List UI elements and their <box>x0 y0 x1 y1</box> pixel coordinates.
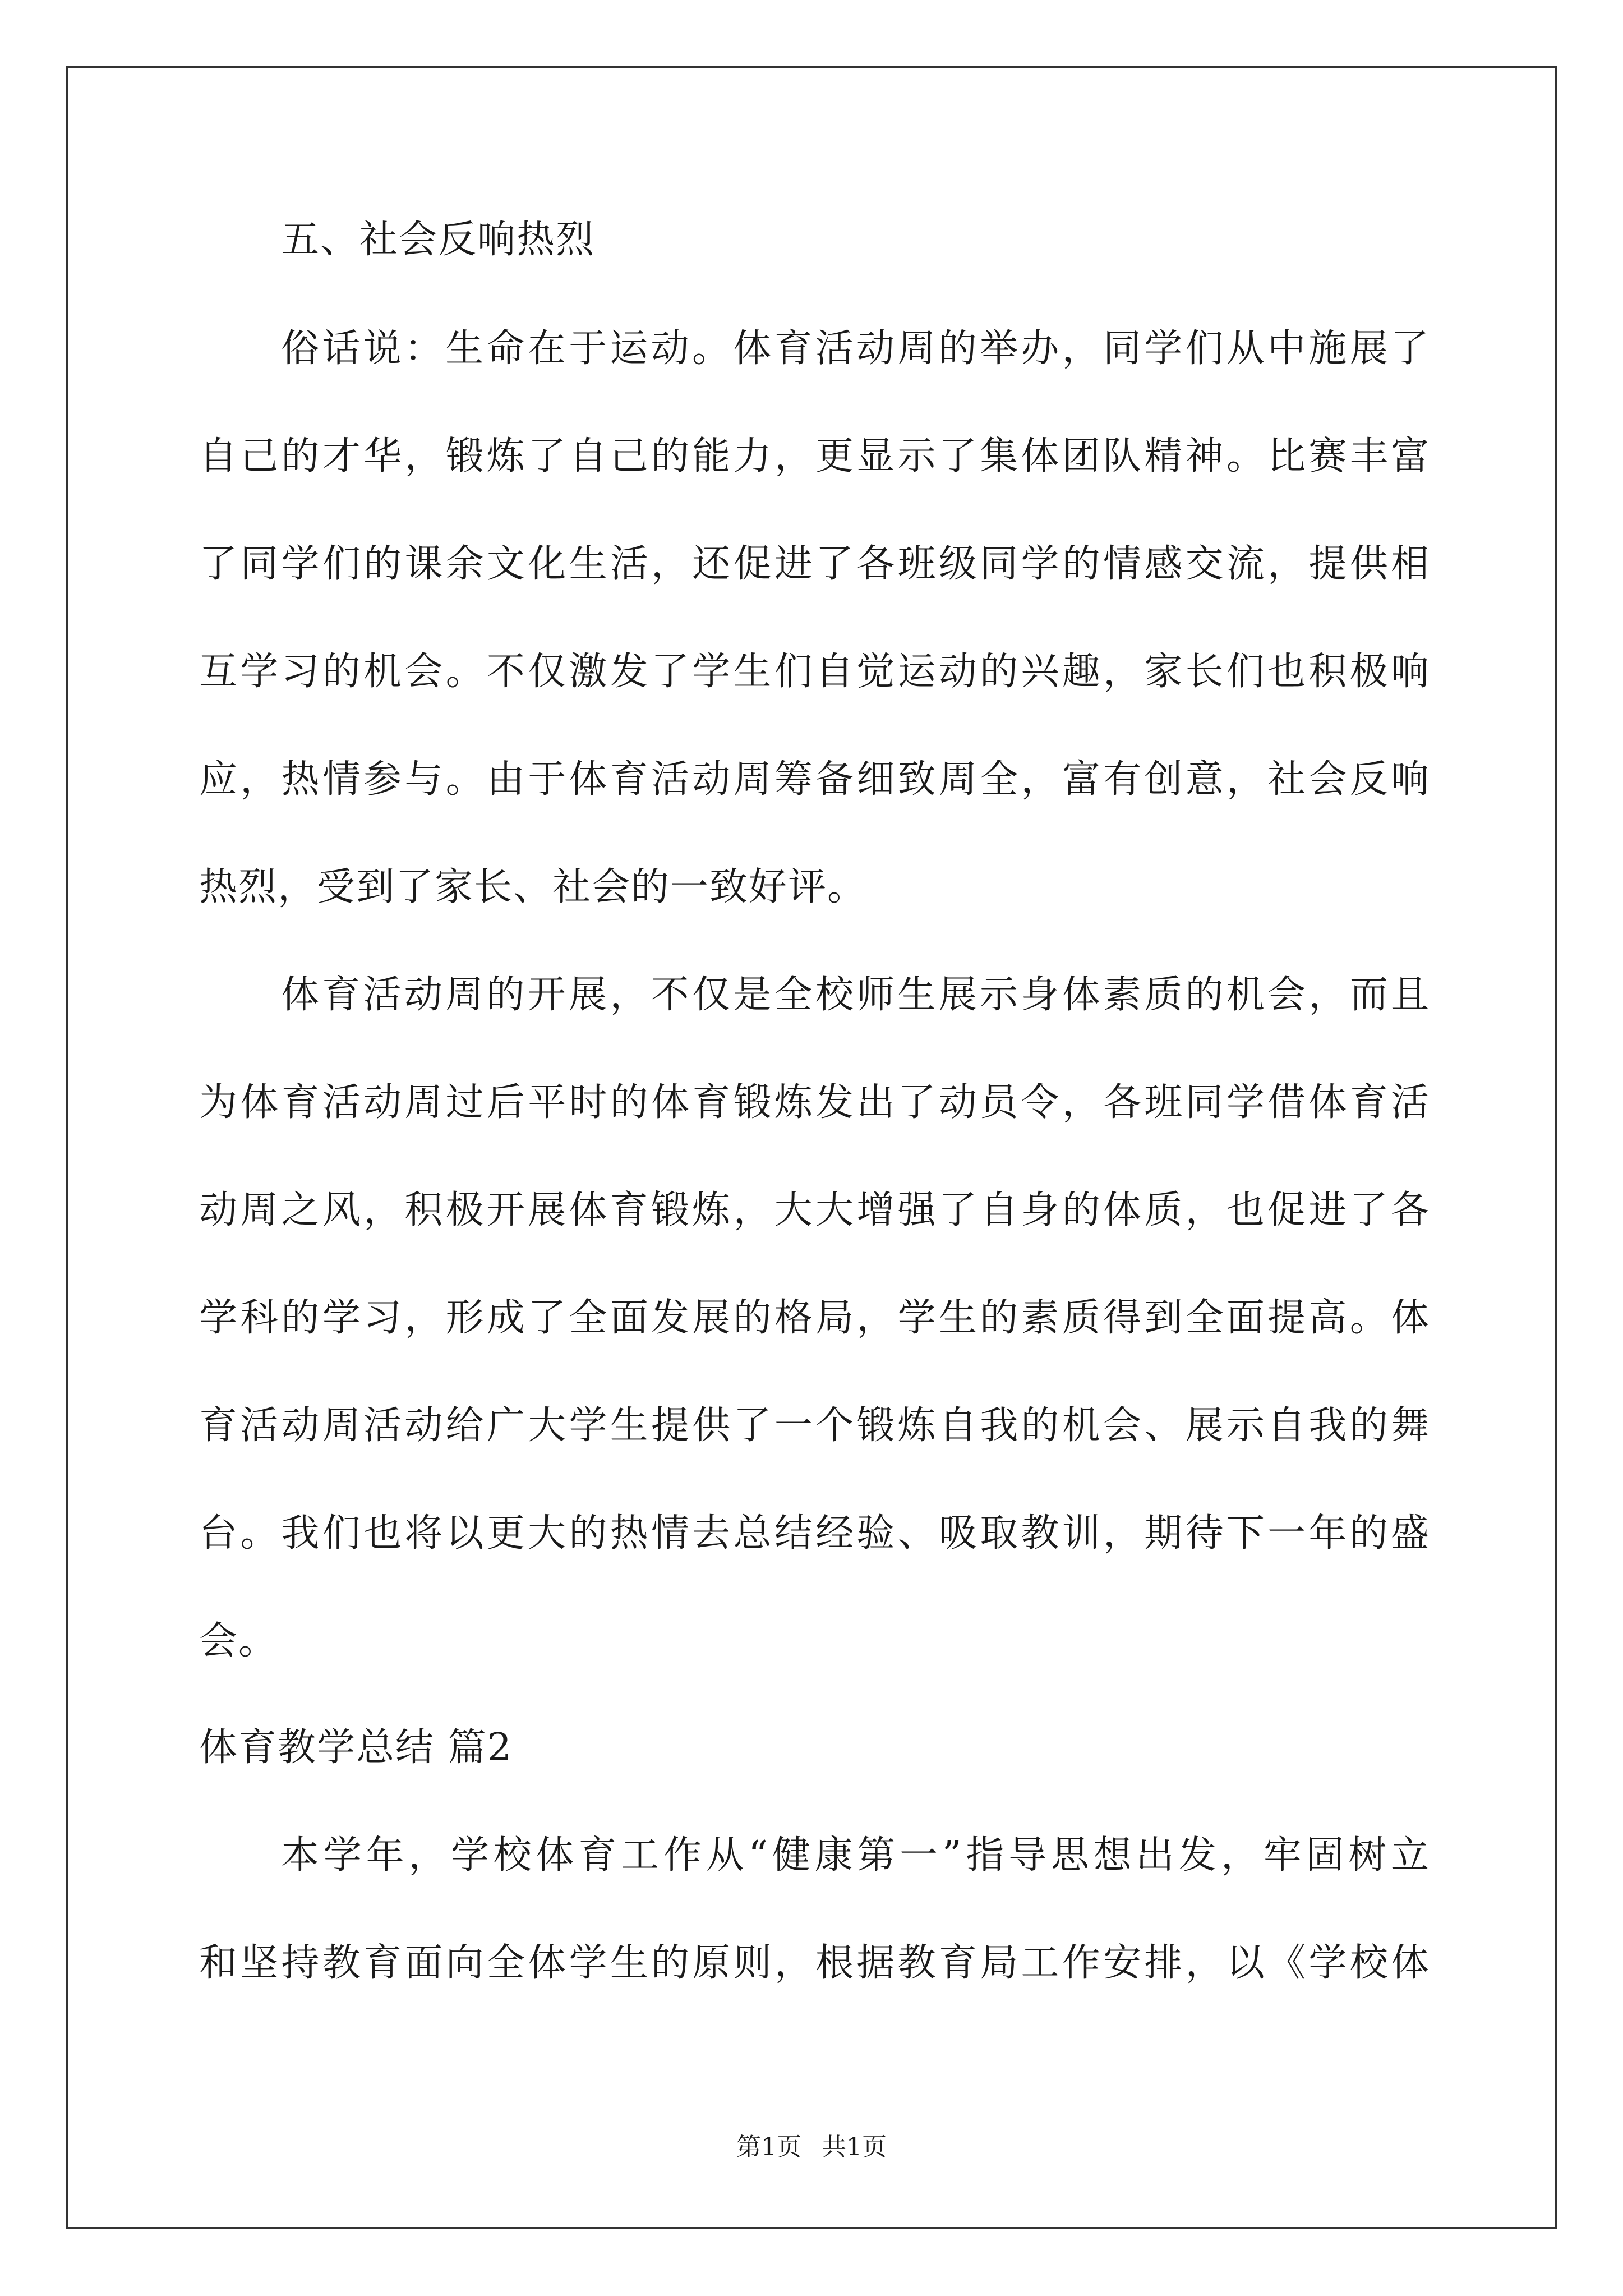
paragraph-line: 自己的才华，锻炼了自己的能力，更显示了集体团队精神。比赛丰富 <box>199 434 1430 478</box>
paragraph-line: 体育活动周的开展，不仅是全校师生展示身体素质的机会，而且 <box>281 973 1430 1017</box>
paragraph-line: 学科的学习，形成了全面发展的格局，学生的素质得到全面提高。体 <box>199 1296 1430 1340</box>
page-border <box>66 66 1557 2229</box>
page-footer <box>0 2131 1623 2164</box>
paragraph-line: 和坚持教育面向全体学生的原则，根据教育局工作安排，以《学校体 <box>199 1941 1430 1985</box>
page-total: 共1页 <box>822 2133 887 2161</box>
paragraph-line: 了同学们的课余文化生活，还促进了各班级同学的情感交流，提供相 <box>199 542 1430 586</box>
section-heading: 五、社会反响热烈 <box>281 218 596 262</box>
paragraph-line: 应，热情参与。由于体育活动周筹备细致周全，富有创意，社会反响 <box>199 757 1430 802</box>
paragraph-line: 互学习的机会。不仅激发了学生们自觉运动的兴趣，家长们也积极响 <box>199 650 1430 694</box>
paragraph-line: 台。我们也将以更大的热情去总结经验、吸取教训，期待下一年的盛 <box>199 1511 1430 1556</box>
paragraph-line: 本学年，学校体育工作从“健康第一”指导思想出发，牢固树立 <box>281 1833 1430 1878</box>
paragraph-line: 为体育活动周过后平时的体育锻炼发出了动员令，各班同学借体育活 <box>199 1080 1430 1125</box>
article-title: 体育教学总结 篇2 <box>199 1726 513 1770</box>
paragraph-line: 育活动周活动给广大学生提供了一个锻炼自我的机会、展示自我的舞 <box>199 1404 1430 1448</box>
paragraph-line: 会。 <box>199 1619 278 1663</box>
paragraph-line: 热烈，受到了家长、社会的一致好评。 <box>199 865 867 909</box>
paragraph-line: 俗话说：生命在于运动。体育活动周的举办，同学们从中施展了 <box>281 326 1430 371</box>
paragraph-line: 动周之风，积极开展体育锻炼，大大增强了自身的体质，也促进了各 <box>199 1188 1430 1232</box>
page-number: 第1页 <box>736 2133 801 2161</box>
